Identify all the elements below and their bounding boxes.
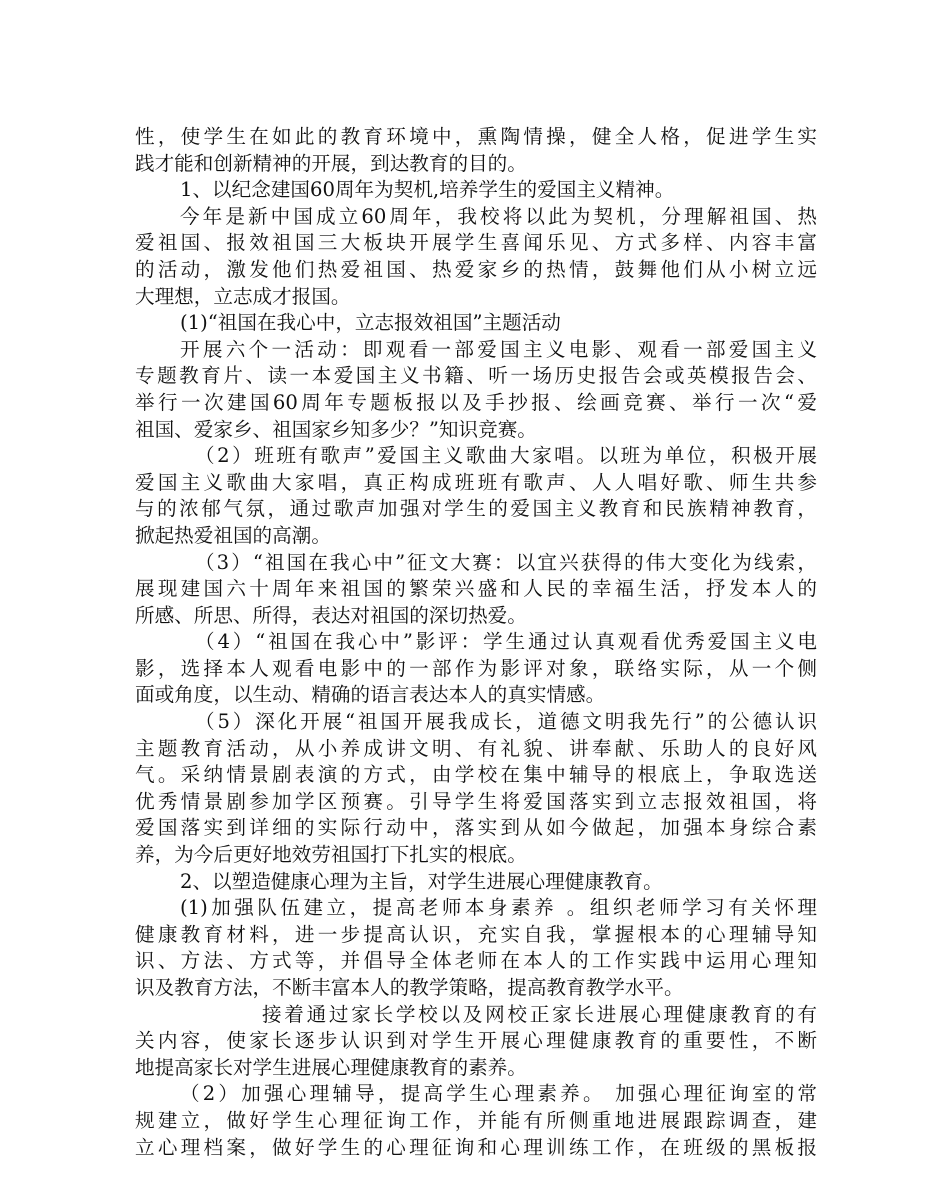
text-line: （2）加强心理辅导，提高学生心理素养。 加强心理征询室的常	[180, 1082, 817, 1106]
text-line: 爱祖国、报效祖国三大板块开展学生喜闻乐见、方式多样、内容丰富	[135, 231, 817, 255]
text-line: 接着通过家长学校以及网校正家长进展心理健康教育的有	[262, 1002, 817, 1026]
text-line: 大理想，立志成才报国。	[135, 284, 351, 308]
text-line: （2）班班有歌声”爱国主义歌曲大家唱。以班为单位，积极开展	[195, 444, 817, 468]
text-line: 爱国落实到详细的实际行动中，落实到从如今做起，加强本身综合素	[135, 816, 817, 840]
text-line: 展现建国六十周年来祖国的繁荣兴盛和人民的幸福生活，抒发本人的	[135, 577, 817, 601]
text-line: 地提高家长对学生进展心理健康教育的素养。	[135, 1055, 527, 1079]
text-line: 开展六个一活动：即观看一部爱国主义电影、观看一部爱国主义	[180, 337, 817, 361]
text-line: （5）深化开展“祖国开展我成长，道德文明我先行”的公德认识	[195, 710, 817, 734]
text-line: 专题教育片、读一本爱国主义书籍、听一场历史报告会或英模报告会、	[135, 364, 817, 388]
text-line: （4）“祖国在我心中”影评：学生通过认真观看优秀爱国主义电	[195, 630, 817, 654]
text-line: 主题教育活动，从小养成讲文明、有礼貌、讲奉献、乐助人的良好风	[135, 736, 817, 760]
text-line: 举行一次建国60周年专题板报以及手抄报、绘画竞赛、举行一次“爱	[135, 390, 817, 414]
text-line: 健康教育材料，进一步提高认识，充实自我，掌握根本的心理辅导知	[135, 922, 817, 946]
document-page	[135, 124, 817, 1161]
section-heading: 2、以塑造健康心理为主旨，对学生进展心理健康教育。	[180, 869, 663, 893]
text-line: 关内容，使家长逐步认识到对学生开展心理健康教育的重要性，不断	[135, 1029, 817, 1053]
text-line: （3）“祖国在我心中”征文大赛：以宜兴获得的伟大变化为线索，	[195, 550, 817, 574]
text-line: 性，使学生在如此的教育环境中，熏陶情操，健全人格，促进学生实	[135, 125, 817, 148]
text-line: 规建立，做好学生心理征询工作，并能有所侧重地进展跟踪调查，建	[135, 1108, 817, 1132]
text-line: 所感、所思、所得，表达对祖国的深切热爱。	[135, 603, 527, 627]
text-line: 掀起热爱祖国的高潮。	[135, 523, 331, 547]
subsection-heading: (1)“祖国在我心中，立志报效祖国”主题活动	[180, 311, 561, 335]
text-line: 优秀情景剧参加学区预赛。引导学生将爱国落实到立志报效祖国，将	[135, 789, 817, 813]
text-line: 面或角度，以生动、精确的语言表达本人的真实情感。	[135, 683, 606, 707]
text-line: 识及教育方法，不断丰富本人的教学策略，提高教育教学水平。	[135, 976, 684, 999]
text-line: 践才能和创新精神的开展，到达教育的目的。	[135, 151, 527, 175]
section-heading: 1、以纪念建国60周年为契机,培养学生的爱国主义精神。	[180, 178, 675, 202]
text-line: 识、方法、方式等，并倡导全体老师在本人的工作实践中运用心理知	[135, 949, 817, 973]
text-line: 养，为今后更好地效劳祖国打下扎实的根底。	[135, 843, 527, 867]
text-line: 影，选择本人观看电影中的一部作为影评对象，联络实际，从一个侧	[135, 656, 817, 680]
text-line: 与的浓郁气氛，通过歌声加强对学生的爱国主义教育和民族精神教育，	[135, 497, 817, 521]
text-line: 气。采纳情景剧表演的方式，由学校在集中辅导的根底上，争取选送	[135, 763, 817, 787]
text-line: (1)加强队伍建立，提高老师本身素养 。组织老师学习有关怀理	[180, 896, 817, 920]
text-line: 祖国、爱家乡、祖国家乡知多少？”知识竞赛。	[135, 417, 537, 441]
text-line: 爱国主义歌曲大家唱，真正构成班班有歌声、人人唱好歌、师生共参	[135, 470, 817, 494]
text-line: 的活动，激发他们热爱祖国、热爱家乡的热情，鼓舞他们从小树立远	[135, 257, 817, 281]
text-line: 今年是新中国成立60周年，我校将以此为契机，分理解祖国、热	[180, 204, 817, 228]
text-line: 立心理档案，做好学生的心理征询和心理训练工作，在班级的黑板报	[135, 1135, 817, 1159]
